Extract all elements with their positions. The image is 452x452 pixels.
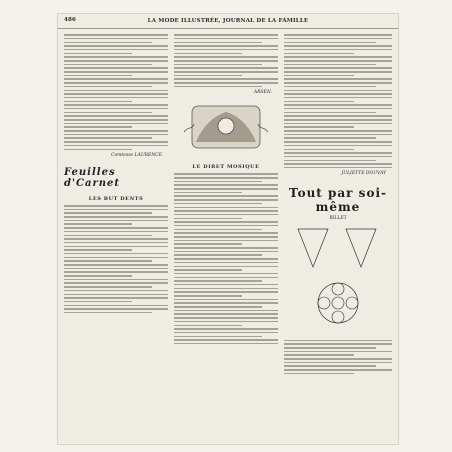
rosette-petal [332, 283, 344, 295]
text-line [64, 97, 168, 99]
text-line [284, 90, 392, 92]
text-line [174, 291, 278, 293]
text-line [284, 104, 392, 106]
text-line [64, 56, 168, 58]
page-number: 486 [64, 17, 77, 23]
text-line [64, 45, 168, 47]
text-line [64, 49, 168, 51]
text-line [284, 167, 392, 169]
text-line [64, 64, 152, 66]
text-line [174, 192, 242, 194]
text-line [174, 34, 278, 36]
text-line [284, 340, 392, 342]
text-line [174, 210, 278, 212]
text-line [174, 177, 278, 179]
text-line [284, 362, 392, 364]
text-line [284, 130, 392, 132]
tout-par-soi-meme-title: Tout par soi-même [289, 186, 387, 215]
text-line [174, 343, 278, 345]
text-line [64, 268, 168, 270]
text-line [64, 220, 168, 222]
text-line [174, 251, 278, 253]
text-line [174, 82, 278, 84]
text-line [64, 42, 152, 44]
text-line [284, 152, 392, 154]
text-line [64, 301, 132, 303]
text-line [174, 218, 242, 220]
signature-laurence: Comtesse LAURENCE [111, 153, 162, 158]
mid-text-block-2 [174, 173, 278, 344]
text-line [174, 321, 278, 323]
text-line [174, 302, 278, 304]
text-line [64, 112, 152, 114]
text-line [174, 181, 262, 183]
text-line [64, 249, 132, 251]
text-line [284, 137, 376, 139]
text-line [174, 49, 278, 51]
text-line [174, 173, 278, 175]
text-line [174, 273, 278, 275]
text-line [284, 71, 392, 73]
journal-page [58, 14, 398, 444]
rosette-petal [346, 297, 358, 309]
text-line [64, 209, 168, 211]
text-line [64, 123, 168, 125]
pattern-diagram [284, 223, 392, 333]
rosette-petal [332, 311, 344, 323]
pattern-piece-left [298, 229, 328, 267]
rosette-outline [318, 283, 358, 323]
text-line [174, 336, 262, 338]
middle-column [174, 32, 278, 438]
text-line [174, 317, 278, 319]
text-line [174, 328, 278, 330]
signature-arsen: ARSÈN. [253, 90, 272, 96]
text-line [64, 82, 168, 84]
text-line [284, 369, 392, 371]
text-line [284, 156, 392, 158]
text-line [64, 297, 168, 299]
text-line [64, 264, 168, 266]
text-line [174, 247, 278, 249]
text-line [174, 295, 242, 297]
text-line [174, 225, 278, 227]
section-heading-mid: LE DIRET MOSIQUE [192, 164, 260, 171]
text-line [64, 75, 132, 77]
text-line [64, 119, 168, 121]
text-line [64, 137, 152, 139]
text-line [284, 49, 392, 51]
text-line [174, 258, 278, 260]
rosette-center [332, 297, 344, 309]
text-line [284, 34, 392, 36]
text-line [64, 205, 168, 207]
text-line [64, 115, 168, 117]
text-line [284, 141, 392, 143]
text-line [174, 339, 278, 341]
text-line [64, 305, 168, 307]
text-line [174, 313, 278, 315]
text-line [174, 67, 278, 69]
right-text-block-1 [284, 34, 392, 168]
text-line [64, 246, 168, 248]
text-line [64, 34, 168, 36]
text-line [64, 257, 168, 259]
text-line [174, 207, 278, 209]
text-line [174, 254, 262, 256]
text-line [284, 343, 392, 345]
text-line [64, 212, 152, 214]
text-line [174, 184, 278, 186]
text-line [174, 299, 278, 301]
text-line [64, 108, 168, 110]
text-line [284, 97, 392, 99]
text-line [284, 53, 354, 55]
text-line [284, 354, 354, 356]
text-line [64, 312, 152, 314]
text-line [174, 266, 278, 268]
text-line [284, 119, 392, 121]
text-line [64, 130, 168, 132]
text-line [174, 195, 278, 197]
text-line [174, 214, 278, 216]
right-text-block-2 [284, 340, 392, 375]
mid-text-block-1 [174, 34, 278, 87]
text-line [284, 358, 392, 360]
text-line [64, 260, 152, 262]
text-line [64, 78, 168, 80]
feuilles-title-text: Feuilles d'Carnet [64, 167, 121, 189]
text-line [64, 227, 168, 229]
text-line [174, 78, 278, 80]
text-line [64, 141, 168, 143]
text-line [64, 134, 168, 136]
text-line [174, 60, 278, 62]
text-line [64, 294, 168, 296]
text-line [284, 373, 354, 375]
text-line [284, 145, 392, 147]
text-line [174, 236, 278, 238]
text-line [284, 108, 392, 110]
text-line [174, 277, 278, 279]
text-line [64, 93, 168, 95]
text-line [64, 286, 152, 288]
text-line [284, 86, 376, 88]
right-column [284, 32, 392, 438]
text-line [64, 149, 132, 151]
text-line [174, 64, 262, 66]
diagram-caption-billet: BILLET [329, 216, 347, 222]
text-line [284, 160, 376, 162]
text-line [64, 253, 168, 255]
text-line [64, 145, 168, 147]
text-line [64, 242, 168, 244]
pattern-piece-right [346, 229, 376, 267]
text-line [64, 275, 132, 277]
text-line [64, 104, 168, 106]
text-line [284, 101, 354, 103]
text-line [174, 229, 262, 231]
text-line [284, 149, 354, 151]
text-line [284, 347, 376, 349]
text-line [174, 45, 278, 47]
text-line [284, 45, 392, 47]
text-line [64, 308, 168, 310]
text-line [284, 93, 392, 95]
text-line [284, 126, 354, 128]
text-line [174, 86, 262, 88]
section-heading-left: LES BUT DENTS [88, 196, 144, 202]
text-line [284, 38, 392, 40]
text-line [284, 78, 392, 80]
text-line [64, 279, 168, 281]
text-line [64, 38, 168, 40]
text-line [64, 216, 168, 218]
text-line [284, 42, 376, 44]
text-line [174, 269, 242, 271]
text-line [64, 235, 152, 237]
text-line [64, 60, 168, 62]
text-line [64, 90, 168, 92]
text-line [64, 231, 168, 233]
text-line [64, 67, 168, 69]
left-text-block-2 [64, 205, 168, 313]
text-line [64, 223, 132, 225]
text-line [64, 86, 152, 88]
text-line [284, 365, 376, 367]
text-line [284, 115, 392, 117]
text-line [284, 56, 392, 58]
text-line [174, 188, 278, 190]
text-line [284, 75, 354, 77]
text-line [174, 325, 242, 327]
text-line [174, 332, 278, 334]
text-line [174, 38, 278, 40]
text-line [174, 262, 278, 264]
text-line [174, 71, 278, 73]
text-line [174, 306, 262, 308]
text-line [174, 243, 242, 245]
feuilles-carnet-title [64, 164, 168, 192]
text-line [64, 290, 168, 292]
text-line [284, 351, 392, 353]
text-line [174, 310, 278, 312]
text-line [64, 126, 132, 128]
text-line [284, 64, 376, 66]
text-line [284, 60, 392, 62]
left-column [64, 32, 168, 438]
text-line [64, 238, 168, 240]
decorative-engraving-illustration [174, 102, 278, 152]
signature-douvay: JULIETTE DOUVAY [341, 171, 386, 177]
text-line [284, 123, 392, 125]
text-line [64, 101, 132, 103]
text-line [174, 75, 242, 77]
page-header [58, 14, 398, 29]
left-text-block-1 [64, 34, 168, 150]
text-line [64, 71, 168, 73]
text-line [174, 42, 262, 44]
text-line [64, 53, 132, 55]
text-line [174, 221, 278, 223]
text-line [64, 271, 168, 273]
text-line [174, 53, 242, 55]
rosette-petal [318, 297, 330, 309]
text-line [174, 240, 278, 242]
text-line [174, 199, 278, 201]
text-line [284, 163, 392, 165]
text-line [174, 288, 278, 290]
text-line [284, 67, 392, 69]
text-line [174, 284, 278, 286]
text-line [284, 82, 392, 84]
text-line [64, 282, 168, 284]
text-line [174, 232, 278, 234]
text-line [174, 203, 262, 205]
text-line [174, 56, 278, 58]
text-line [174, 280, 262, 282]
text-line [284, 112, 376, 114]
text-line [284, 134, 392, 136]
journal-title: LA MODE ILLUSTRÉE, JOURNAL DE LA FAMILLE [147, 18, 309, 24]
